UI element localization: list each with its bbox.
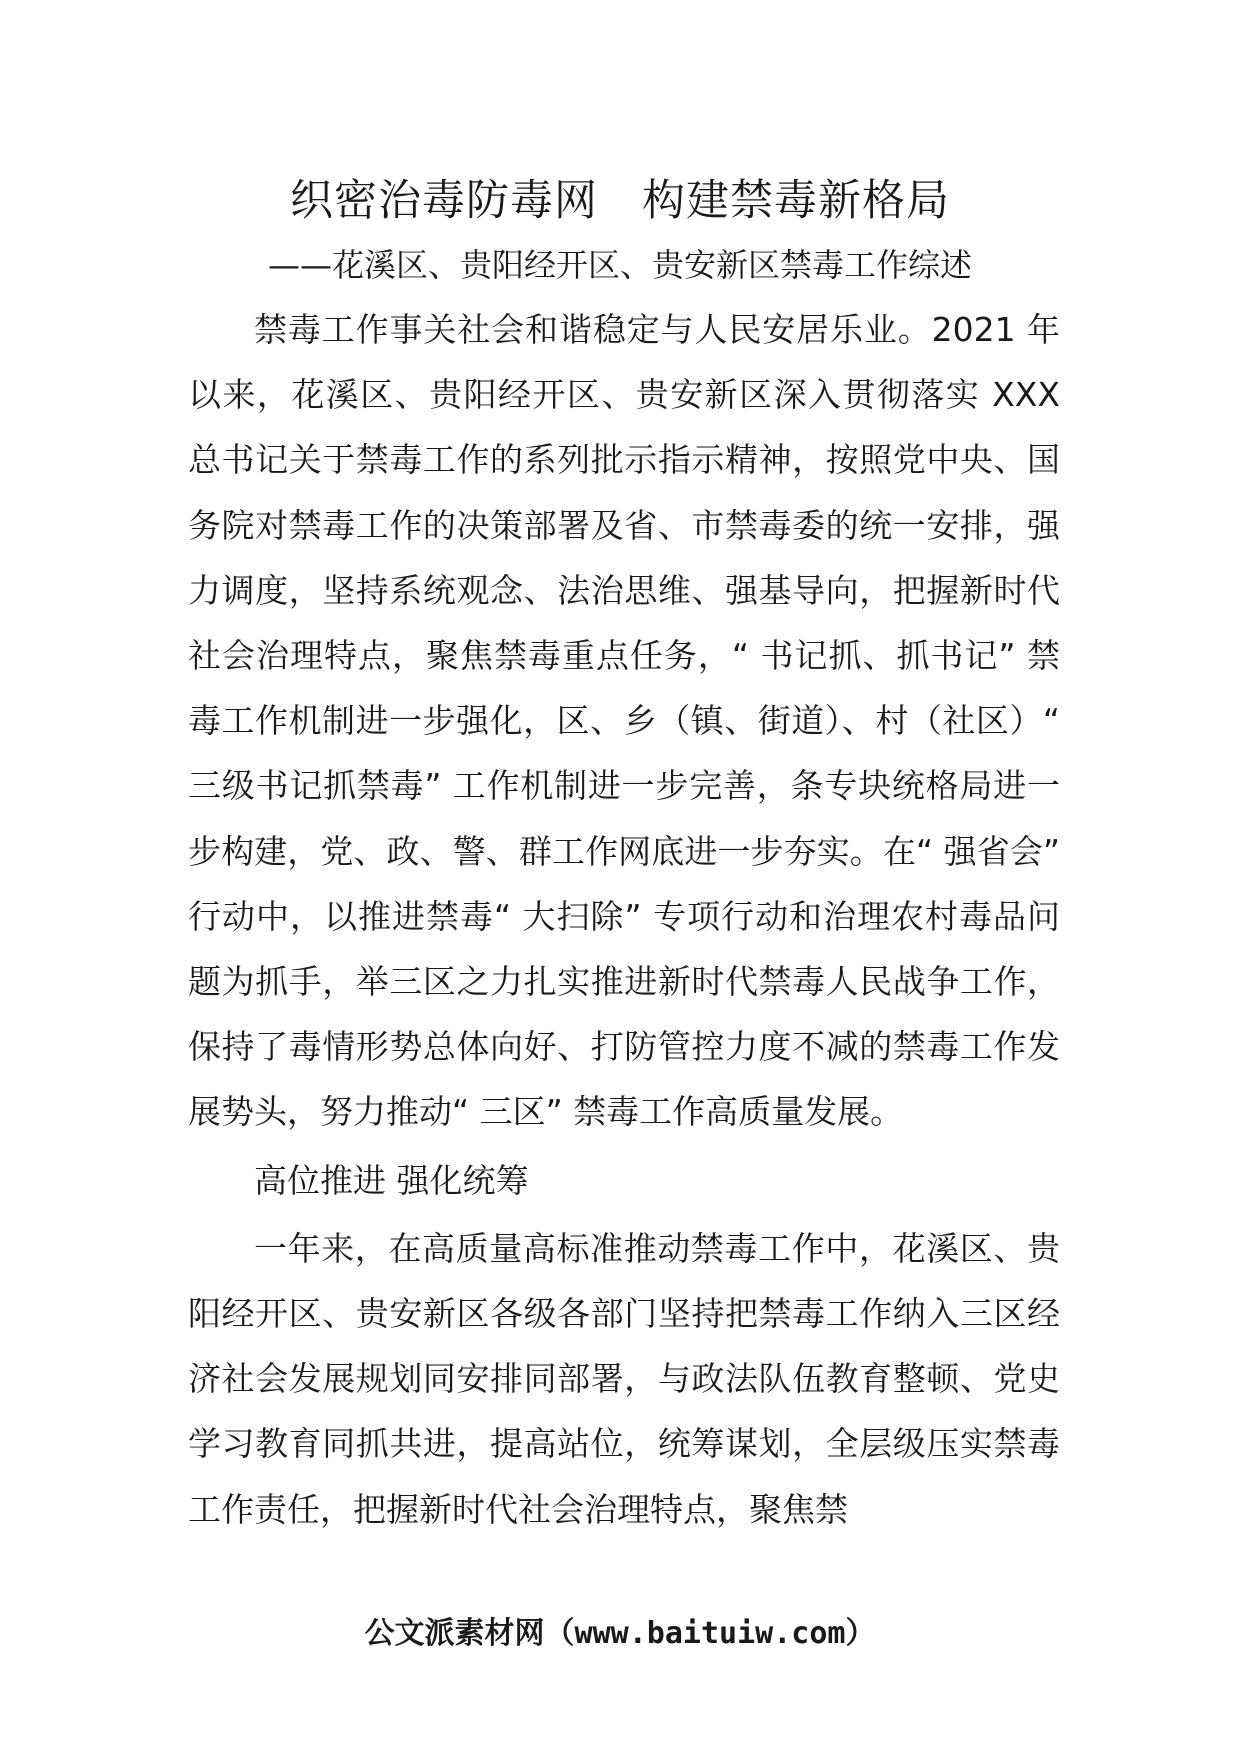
footer-watermark: 公文派素材网（www.baituiw.com） [364, 1616, 876, 1651]
body-paragraph: 一年来，在高质量高标准推动禁毒工作中，花溪区、贵阳经开区、贵安新区各级各部门坚持把禁毒工作纳入三区经济社会发展规划同安排同部署，与政法队伍教育整顿、党史学习教育同抓共进，提高站位，统筹谋划，全层级压实禁毒工作责任，把握新时代社会治理特点，聚焦禁 [188, 1228, 1060, 1529]
document-title: 织密治毒防毒网 构建禁毒新格局 [290, 176, 950, 226]
section-heading: 高位推进 强化统筹 [254, 1160, 529, 1200]
document-subtitle: ——花溪区、贵阳经开区、贵安新区禁毒工作综述 [267, 246, 972, 284]
document-body [188, 297, 1060, 1542]
body-paragraph-intro: 禁毒工作事关社会和谐稳定与人民安居乐业。2021 年以来，花溪区、贵阳经开区、贵安新区深入贯彻落实 XXX 总书记关于禁毒工作的系列批示指示精神，按照党中央、国务院对禁毒工作的决策部署及省、市禁毒委的统一安排，强力调度，坚持系统观念、法治思维、强基导向，把握新时代社会治理特点，聚焦禁毒重点任务，“ 书记抓、抓书记” 禁毒工作机制进一步强化，区、乡（镇、街道）、村（社区）“ 三级书记抓禁毒” 工作机制进一步完善，条专块统格局进一步构建，党、政、警、群工作网底进一步夯实。在“ 强省会” 行动中，以推进禁毒“ 大扫除” 专项行动和治理农村毒品问题为抓手，举三区之力扎实推进新时代禁毒人民战争工作，保持了毒情形势总体向好、打防管控力度不减的禁毒工作发展势头，努力推动“ 三区” 禁毒工作高质量发展。 [188, 310, 1060, 1132]
